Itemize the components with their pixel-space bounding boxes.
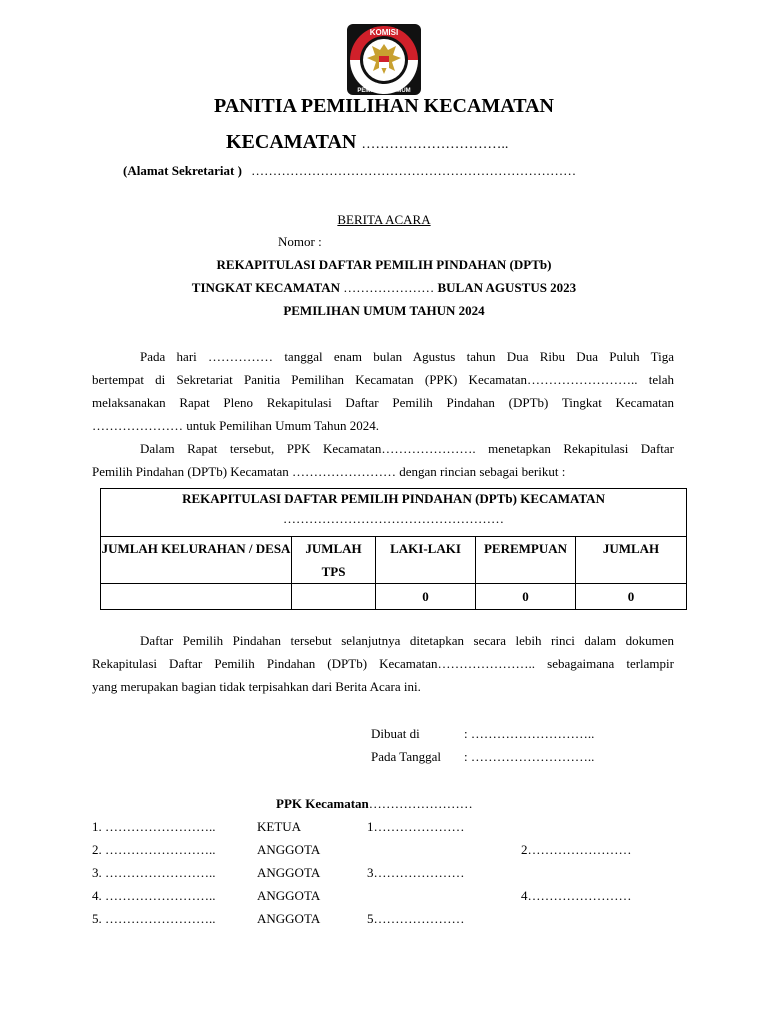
header-tps: JUMLAH TPS	[292, 537, 376, 584]
member-sign-left: 5…………………	[367, 911, 465, 926]
member-role: ANGGOTA	[257, 865, 321, 880]
member-role: ANGGOTA	[257, 888, 321, 903]
table-title-dots: ……………………………………………	[283, 511, 505, 526]
member-sign-right: 4……………………	[521, 888, 632, 903]
member-row	[92, 888, 692, 908]
alamat-label: (Alamat Sekretariat )	[123, 163, 242, 178]
kecamatan-dots: …………………………..	[361, 137, 509, 152]
para1-line4: ………………… untuk Pemilihan Umum Tahun 2024.	[92, 418, 380, 433]
header-perempuan: PEREMPUAN	[476, 537, 576, 584]
svg-text:KOMISI: KOMISI	[369, 28, 399, 37]
heading-line2	[0, 280, 768, 296]
header-title: PANITIA PEMILIHAN KECAMATAN	[213, 95, 554, 117]
ppk-label: PPK Kecamatan	[276, 796, 369, 811]
tanggal-value: : ………………………..	[464, 749, 595, 764]
member-name: 5. ……………………..	[92, 911, 216, 926]
para3-line3: yang merupakan bagian tidak terpisahkan dari Berita Acara ini.	[92, 679, 421, 694]
header-kecamatan	[226, 131, 508, 154]
member-name: 4. ……………………..	[92, 888, 216, 903]
para2-line1: Dalam Rapat tersebut, PPK Kecamatan…………………. menetapkan Rekapitulasi Daftar	[140, 441, 674, 456]
heading-line2-b: BULAN AGUSTUS 2023	[437, 280, 577, 295]
member-row	[92, 911, 692, 931]
ppk-dots: ……………………	[368, 796, 473, 811]
table-title-cell	[101, 489, 687, 537]
para3-line1: Daftar Pemilih Pindahan tersebut selanjutnya ditetapkan secara lebih rinci dalam dokumen	[140, 633, 674, 648]
header-jumlah: JUMLAH	[576, 537, 687, 584]
kpu-logo	[344, 22, 424, 97]
header-laki: LAKI-LAKI	[376, 537, 476, 584]
para1-line1: Pada hari …………… tanggal enam bulan Agustus tahun Dua Ribu Dua Puluh Tiga	[140, 349, 674, 364]
dibuat-value: : ………………………..	[464, 726, 595, 741]
member-name: 2. ……………………..	[92, 842, 216, 857]
heading-line3: PEMILIHAN UMUM TAHUN 2024	[283, 303, 485, 318]
para2-line2: Pemilih Pindahan (DPTb) Kecamatan …………………… dengan rincian sebagai berikut :	[92, 464, 566, 479]
heading-line2-a: TINGKAT KECAMATAN	[191, 280, 340, 295]
tanggal-label: Pada Tanggal	[371, 749, 441, 764]
member-sign-right: 2……………………	[521, 842, 632, 857]
berita-acara-heading: BERITA ACARA	[337, 212, 431, 227]
table-title: REKAPITULASI DAFTAR PEMILIH PINDAHAN (DPTb) KECAMATAN	[182, 491, 605, 506]
header-kelurahan: JUMLAH KELURAHAN / DESA	[101, 537, 292, 584]
heading-line2-dots: …………………	[339, 280, 438, 295]
member-sign-left: 3…………………	[367, 865, 465, 880]
member-role: KETUA	[257, 819, 302, 834]
cell-tps	[292, 584, 376, 610]
cell-jumlah: 0	[576, 584, 687, 610]
kecamatan-label: KECAMATAN	[226, 131, 357, 153]
member-name: 3. ……………………..	[92, 865, 216, 880]
kpu-emblem-icon	[344, 22, 424, 97]
member-row	[92, 865, 692, 885]
member-sign-left: 1…………………	[367, 819, 465, 834]
cell-laki: 0	[376, 584, 476, 610]
member-name: 1. ……………………..	[92, 819, 216, 834]
para3-line2: Rekapitulasi Daftar Pemilih Pindahan (DPTb) Kecamatan………………….. sebagaimana terlampir	[92, 656, 674, 671]
heading-line1: REKAPITULASI DAFTAR PEMILIH PINDAHAN (DPTb)	[216, 257, 552, 272]
cell-kelurahan	[101, 584, 292, 610]
cell-perempuan: 0	[476, 584, 576, 610]
member-role: ANGGOTA	[257, 842, 321, 857]
para1-line2: bertempat di Sekretariat Panitia Pemilihan Kecamatan (PPK) Kecamatan…………………….. telah	[92, 372, 674, 387]
rekap-table	[100, 488, 687, 610]
nomor-label: Nomor :	[278, 234, 322, 249]
ppk-heading	[276, 796, 473, 812]
alamat-line	[123, 163, 576, 179]
member-row	[92, 842, 692, 862]
svg-text:PEMILIHAN UMUM: PEMILIHAN UMUM	[357, 88, 411, 94]
member-role: ANGGOTA	[257, 911, 321, 926]
member-row	[92, 819, 692, 839]
para1-line3: melaksanakan Rapat Pleno Rekapitulasi Daftar Pemilih Pindahan (DPTb) Tingkat Kecamatan	[92, 395, 674, 410]
dibuat-label: Dibuat di	[371, 726, 420, 741]
alamat-dots: …………………………………………………………………	[251, 163, 577, 178]
